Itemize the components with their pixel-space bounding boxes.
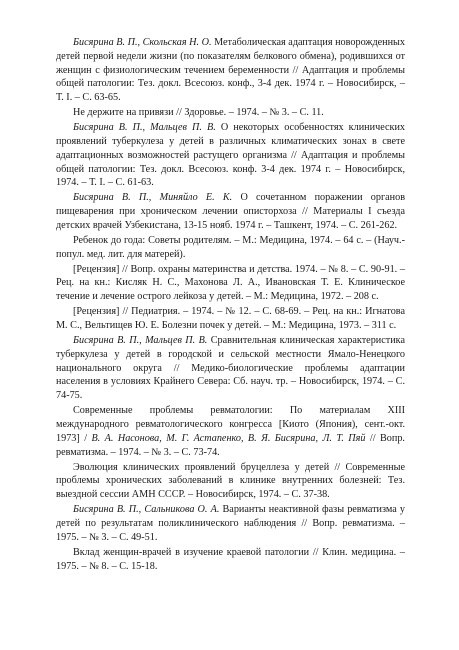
entry-authors: Бисярина В. П., Мальцев П. В. <box>73 335 208 347</box>
bibliography-entry <box>56 461 405 502</box>
entry-text: Не держите на привязи // Здоровье. – 1974. – № 3. – С. 11. <box>73 107 324 119</box>
bibliography-entry <box>56 106 405 120</box>
entry-text: [Рецензия] // Педиатрия. – 1974. – № 12. – С. 68-69. – Рец. на кн.: Игнатова М. С., Вельтищев Ю. Е. Болезни почек у детей. – М.: Медицина, 1973. – 311 с. <box>56 306 405 332</box>
entry-text: Сравнительная клиническая характеристика туберкулеза у детей в городской и сельской местности Ямало-Ненецкого национального округа // Медико-биологические проблемы адаптации населения в условиях Крайнего Севера: Сб. науч. тр. – Новосибирск, 1974. – С. 74-75. <box>56 335 405 402</box>
bibliography-list <box>56 36 405 573</box>
entry-text: Ребенок до года: Советы родителям. – М.: Медицина, 1974. – 64 с. – (Науч.-попул. мед. лит. для матерей). <box>56 234 405 260</box>
bibliography-entry <box>56 546 405 574</box>
bibliography-entry <box>56 404 405 459</box>
entry-authors: Бисярина В. П., Скольская Н. О. <box>73 37 212 48</box>
bibliography-entry <box>56 334 405 403</box>
entry-text: Метаболическая адаптация новорожденных детей первой недели жизни (по показателям белкового обмена), родившихся от женщин с физиологическим течением беременности // Адаптация и проблемы общей патологии: Тез. докл. Всесоюз. конф., 3-4 дек. 1974 г. – Новосибирск, – Т. I. – С. 63-65. <box>56 37 405 104</box>
bibliography-entry <box>56 234 405 262</box>
entry-authors: Бисярина В. П., Миняйло Е. К. <box>73 192 233 204</box>
entry-authors: Бисярина В. П., Сальникова О. А. <box>73 504 220 516</box>
bibliography-entry <box>56 305 405 333</box>
entry-text: Эволюция клинических проявлений бруцеллеза у детей // Современные проблемы хронических заболеваний в клинике внутренних болезней: Тез. выездной сессии АМН СССР. – Новосибирск, 1974. – С. 37-38. <box>56 461 405 501</box>
entry-text: Варианты неактивной фазы ревматизма у детей по результатам поликлинического наблюдения // Вопр. ревматизма. – 1975. – № 3. – С. 49-51. <box>56 504 405 543</box>
entry-text: Современные проблемы ревматологии: По материалам XIII международного ревматологического конгресса [Киото (Япония), сент.-окт. 1973] / <box>56 405 405 444</box>
entry-text: О некоторых особенностях клинических проявлений туберкулеза у детей в различных климатических зонах в свете адаптационных возможностей растущего организма // Адаптация и проблемы общей патологии: Тез. докл. Всесоюз. конф. 3-4 дек. 1974 г. – Новосибирск, 1974. – Т. I. – С. 61-63. <box>56 122 405 189</box>
bibliography-entry <box>56 503 405 544</box>
bibliography-entry <box>56 191 405 232</box>
bibliography-entry <box>56 121 405 190</box>
entry-text: Вклад женщин-врачей в изучение краевой патологии // Клин. медицина. – 1975. – № 8. – С. 15-18. <box>56 546 405 572</box>
entry-text: // Вопр. ревматизма. – 1974. – № 3. – С. 73-74. <box>56 432 405 458</box>
entry-authors: Бисярина В. П., Мальцев П. В. <box>73 122 216 134</box>
entry-authors: В. А. Насонова, М. Г. Астапенко, В. Я. Бисярина, Л. Т. Пяй <box>91 432 366 444</box>
entry-text: О сочетанном поражении органов пищеварения при хроническом лечении описторхоза // Материалы I съезда детских врачей Узбекистана, 13-15 нояб. 1974 г. – Ташкент, 1974. – С. 261-262. <box>56 192 406 231</box>
bibliography-entry <box>56 36 405 105</box>
bibliography-entry <box>56 263 405 304</box>
entry-text: [Рецензия] // Вопр. охраны материнства и детства. 1974. – № 8. – С. 90-91. – Рец. на кн.: Кисляк Н. С., Махонова Л. А., Ивановская Т. Е. Клиническое течение и лечение острого лейкоза у детей. – М.: Медицина, 1972. – 208 с. <box>56 263 405 303</box>
